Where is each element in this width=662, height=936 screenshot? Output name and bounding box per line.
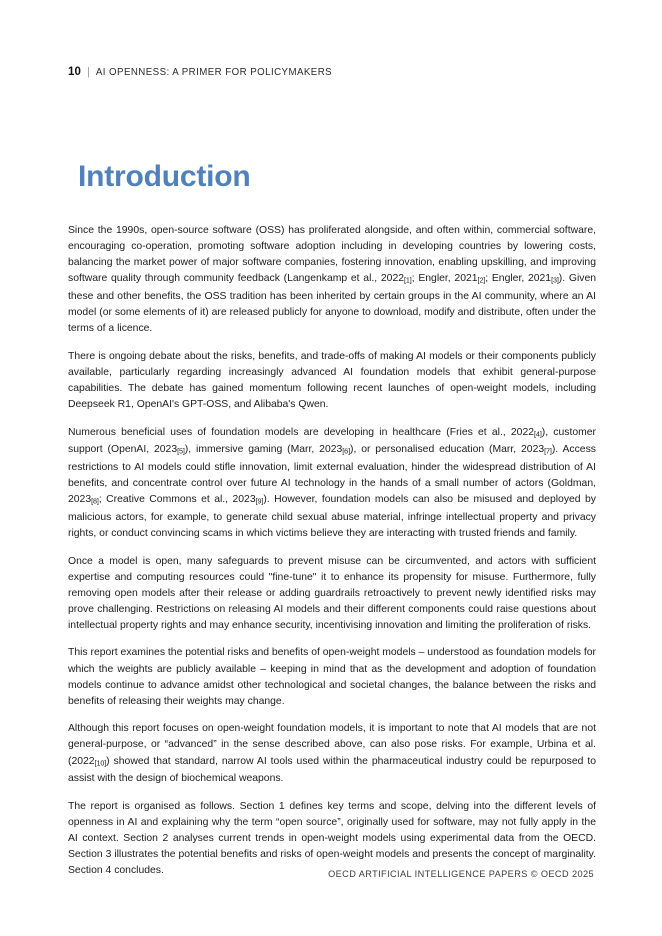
citation-reference[interactable]: [2] bbox=[477, 275, 486, 285]
citation-reference[interactable]: [6] bbox=[342, 446, 350, 456]
paragraph-text: ), immersive gaming (Marr, 2023 bbox=[184, 444, 343, 456]
body-paragraph bbox=[68, 799, 596, 879]
citation-reference[interactable]: [8] bbox=[91, 496, 99, 506]
body-paragraph bbox=[68, 645, 596, 709]
paragraph-text: There is ongoing debate about the risks, benefits, and trade-offs of making AI models or their components publicly available, particularly regarding increasingly advanced AI foundation models that exhibit general-purpose capabilities. The debate has gained momentum following recent launches of open-weight models, including Deepseek R1, OpenAI's GPT-OSS, and Alibaba's Qwen. bbox=[68, 350, 596, 411]
body-paragraph bbox=[68, 349, 596, 413]
page-title: Introduction bbox=[78, 160, 251, 194]
running-header bbox=[68, 66, 594, 80]
body-paragraph bbox=[68, 425, 596, 542]
body-paragraph bbox=[68, 721, 596, 787]
citation-reference[interactable]: [9] bbox=[255, 496, 264, 506]
paragraph-text: ), or personalised education (Marr, 2023 bbox=[349, 444, 545, 456]
paragraph-text: Although this report focuses on open-weight foundation models, it is important to note that AI models that are not general-purpose, or “advanced” in the sense described above, can also pose risks. For example, Urbina et al. (2022 bbox=[68, 723, 596, 767]
paragraph-text: ). However, foundation models can also be misused and deployed by malicious actors, for example, to generate child sexual abuse material, infringe intellectual property and privacy rights, or conduct convincing scams in which victims believe they are interacting with trusted friends and family. bbox=[68, 494, 596, 539]
running-header-title: AI OPENNESS: A PRIMER FOR POLICYMAKERS bbox=[95, 67, 333, 78]
paragraph-text: ) showed that standard, narrow AI tools used within the pharmaceutical industry could be repurposed to assist with the design of biochemical weapons. bbox=[68, 755, 596, 785]
paragraph-text: The report is organised as follows. Section 1 defines key terms and scope, delving into the different levels of openness in AI and explaining why the term “open source”, originally used for software, may not fully apply in the AI context. Section 2 analyses current trends in open-weight models using experimental data from the OECD. Section 3 illustrates the potential benefits and risks of open-weight models and presents the concept of marginality. Section 4 concludes. bbox=[68, 800, 596, 877]
citation-reference[interactable]: [10] bbox=[94, 758, 107, 768]
paragraph-text: ), customer support (OpenAI, 2023 bbox=[68, 426, 597, 456]
header-separator: | bbox=[87, 66, 90, 78]
paragraph-text: Numerous beneficial uses of foundation models are developing in healthcare (Fries et al., 2022 bbox=[68, 426, 535, 438]
citation-reference[interactable]: [3] bbox=[551, 275, 559, 285]
paragraph-text: ; Engler, 2021 bbox=[485, 273, 552, 285]
citation-reference[interactable]: [4] bbox=[534, 429, 542, 439]
page-footer: OECD ARTIFICIAL INTELLIGENCE PAPERS © OECD 2025 bbox=[328, 869, 594, 879]
paragraph-text: Since the 1990s, open-source software (OSS) has proliferated alongside, and often within, commercial software, encouraging co-operation, promoting software adoption including in developing countries by lowering costs, balancing the market power of major software companies, fostering innovation, enabling upskilling, and improving software quality through community feedback (Langenkamp et al., 2022 bbox=[68, 225, 596, 285]
paragraph-text: ). Access restrictions to AI models could stifle innovation, limit external evaluation, hinder the widespread distribution of AI benefits, and concentrate control over future AI technology in the hands of a small number of actors (Goldman, 2023 bbox=[68, 444, 596, 506]
paragraph-text: Once a model is open, many safeguards to prevent misuse can be circumvented, and actors with sufficient expertise and computing resources could "fine-tune" it to enhance its propensity for misuse. Furthermore, fully removing open models after their release or adding guardrails retroactively to prevent newly identified risks may prove challenging. Restrictions on releasing AI models and their different components could raise questions about intellectual property rights and may enhance security, incentivising innovation and limiting the proliferation of risks. bbox=[68, 555, 596, 631]
paragraph-text: ; Engler, 2021 bbox=[411, 273, 478, 285]
body-paragraph bbox=[68, 554, 596, 634]
paragraph-text: ). Given these and other benefits, the OSS tradition has been inherited by certain groups in the AI community, where an AI model (or some elements of it) are released publicly for anyone to download, modify and distribute, often under the terms of a licence. bbox=[68, 273, 597, 335]
page-number: 10 bbox=[68, 66, 81, 78]
citation-reference[interactable]: [7] bbox=[544, 446, 552, 456]
citation-reference[interactable]: [1] bbox=[404, 275, 412, 285]
citation-reference[interactable]: [5] bbox=[177, 446, 185, 456]
paragraph-text: This report examines the potential risks and benefits of open-weight models – understood as foundation models for which the weights are publicly available – keeping in mind that as the development and adoption of foundation models continue to advance amidst other technological and societal changes, the balance between the risks and benefits of releasing their weights may change. bbox=[68, 647, 596, 707]
paragraph-text: ; Creative Commons et al., 2023 bbox=[98, 494, 256, 506]
body-text-column bbox=[68, 223, 596, 879]
body-paragraph bbox=[68, 223, 596, 337]
